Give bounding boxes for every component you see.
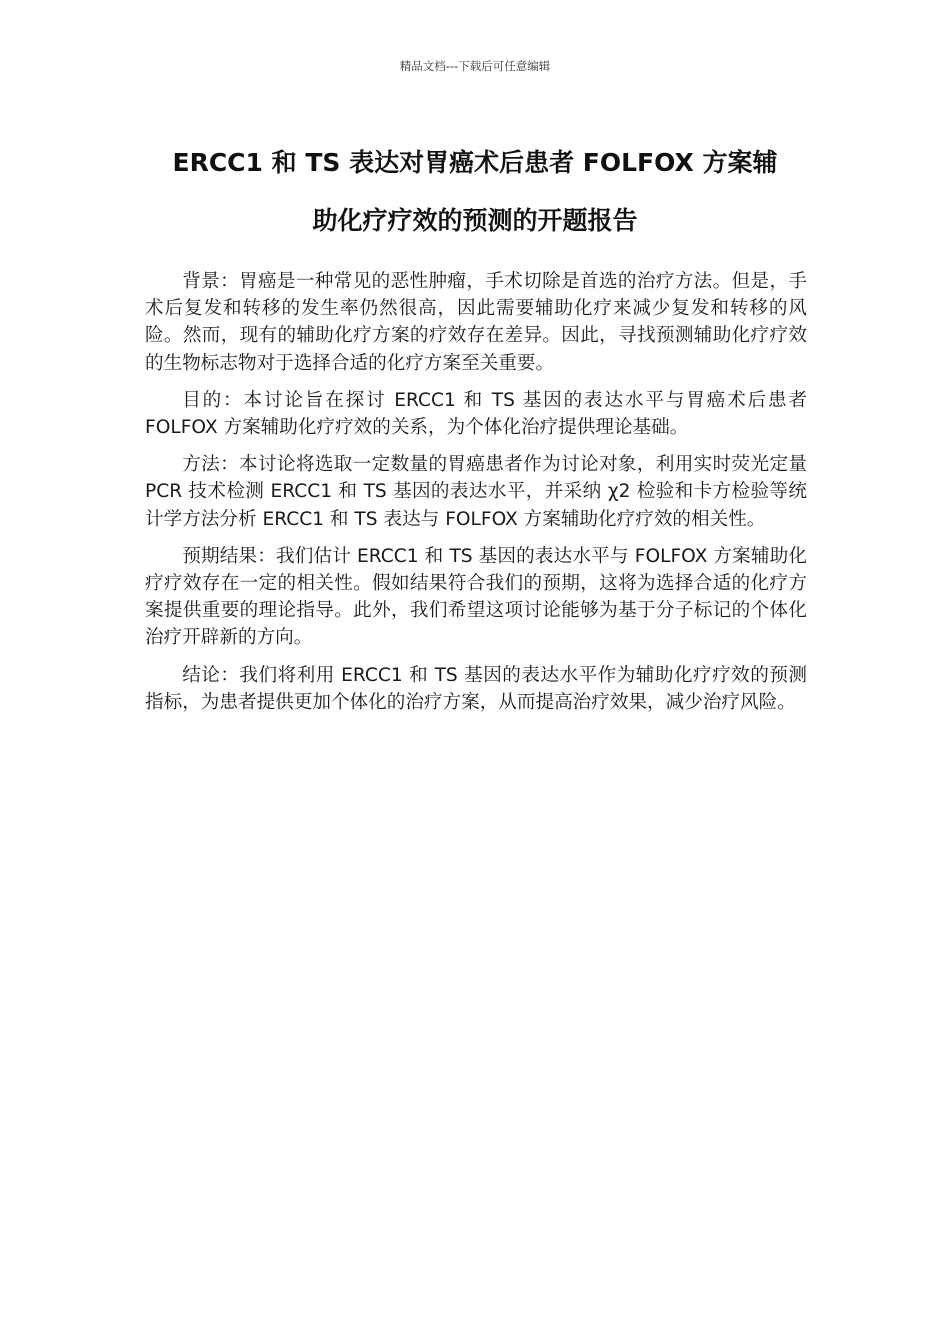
section-text: 本讨论将选取一定数量的胃癌患者作为讨论对象，利用实时荧光定量 PCR 技术检测 ERCC1 和 TS 基因的表达水平，并采纳 χ2 检验和卡方检验等统计学方法分析 ERCC1 和 TS 表达与 FOLFOX 方案辅助化疗疗效的相关性。 [145, 454, 807, 530]
section-label: 方法： [182, 454, 240, 476]
section-methods [145, 451, 807, 533]
section-label: 结论： [182, 664, 240, 686]
section-conclusion [145, 662, 807, 716]
title-line-2: 助化疗疗效的预测的开题报告 [312, 206, 638, 235]
section-text: 我们将利用 ERCC1 和 TS 基因的表达水平作为辅助化疗疗效的预测指标，为患者提供更加个体化的治疗方案，从而提高治疗效果，减少治疗风险。 [145, 664, 807, 713]
section-background [145, 268, 807, 377]
document-body [145, 268, 807, 726]
section-text: 胃癌是一种常见的恶性肿瘤，手术切除是首选的治疗方法。但是，手术后复发和转移的发生率仍然很高，因此需要辅助化疗来减少复发和转移的风险。然而，现有的辅助化疗方案的疗效存在差异。因此，寻找预测辅助化疗疗效的生物标志物对于选择合适的化疗方案至关重要。 [145, 271, 807, 374]
section-label: 背景： [182, 271, 240, 292]
section-text: 本讨论旨在探讨 ERCC1 和 TS 基因的表达水平与胃癌术后患者 FOLFOX 方案辅助化疗疗效的关系，为个体化治疗提供理论基础。 [145, 389, 807, 439]
section-text: 我们估计 ERCC1 和 TS 基因的表达水平与 FOLFOX 方案辅助化疗疗效存在一定的相关性。假如结果符合我们的预期，这将为选择合适的化疗方案提供重要的理论指导。此外，我们希望这项讨论能够为基于分子标记的个体化治疗开辟新的方向。 [145, 545, 807, 649]
header-note: 精品文档---下载后可任意编辑 [399, 59, 551, 73]
title-line-1: ERCC1 和 TS 表达对胃癌术后患者 FOLFOX 方案辅 [172, 148, 778, 177]
section-label: 预期结果： [182, 545, 276, 567]
section-label: 目的： [182, 389, 244, 411]
section-expected-results [145, 543, 807, 652]
document-title [140, 134, 810, 250]
section-objective [145, 387, 807, 441]
